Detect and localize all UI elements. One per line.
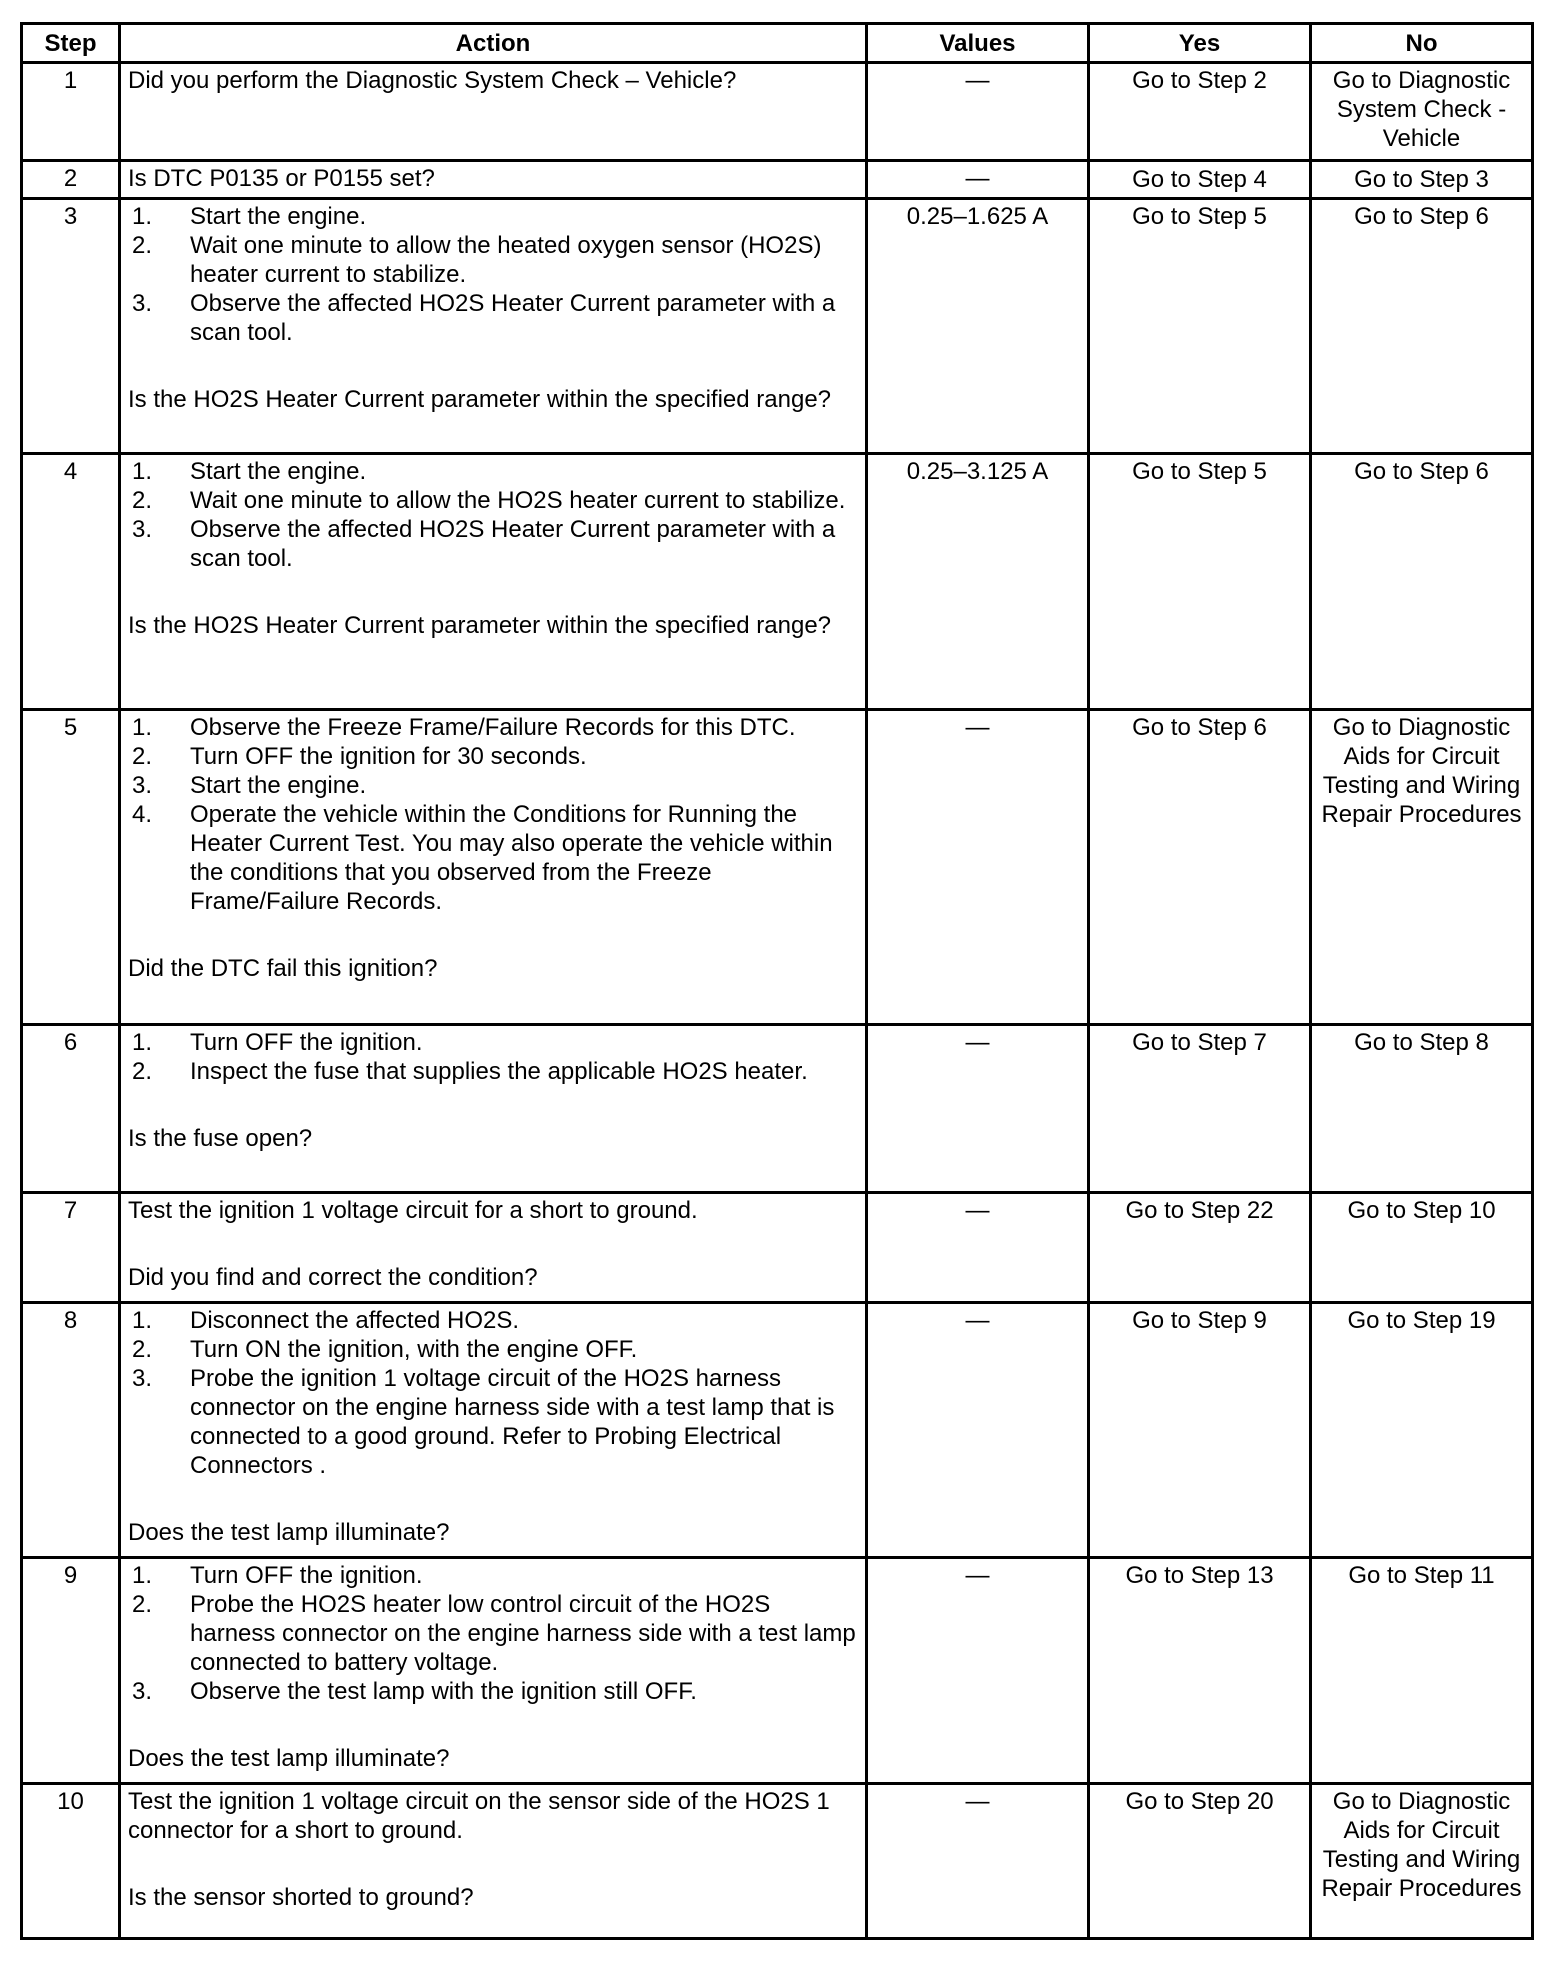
- yes-cell: Go to Step 9: [1089, 1303, 1311, 1558]
- values-cell: —: [867, 1193, 1089, 1303]
- step-number: 6: [22, 1025, 120, 1193]
- values-cell: —: [867, 1784, 1089, 1939]
- step-number: 7: [22, 1193, 120, 1303]
- yes-cell: Go to Step 6: [1089, 710, 1311, 1025]
- values-cell: —: [867, 1025, 1089, 1193]
- action-cell: [120, 1303, 867, 1558]
- action-steps: [128, 1561, 858, 1706]
- step-number: 1: [22, 63, 120, 161]
- table-row: [22, 1025, 1533, 1193]
- list-item: 2. Inspect the fuse that supplies the applicable HO2S heater.: [131, 1058, 808, 1085]
- values-cell: —: [867, 1303, 1089, 1558]
- list-item: 1. Turn OFF the ignition.: [131, 1562, 423, 1589]
- table-row: [22, 63, 1533, 161]
- no-cell: Go to Step 11: [1311, 1558, 1533, 1784]
- list-item: 4. Operate the vehicle within the Conditions for Running the Heater Current Test. You may also operate the vehicle within the conditions that you observed from the Freeze Frame/Failure Records.: [131, 801, 833, 915]
- values-cell: —: [867, 710, 1089, 1025]
- no-cell: Go to Step 19: [1311, 1303, 1533, 1558]
- action-question: Is the sensor shorted to ground?: [128, 1884, 474, 1911]
- list-item: 1. Start the engine.: [131, 458, 367, 485]
- action-steps: [128, 202, 858, 347]
- step-number: 9: [22, 1558, 120, 1784]
- table-row: [22, 710, 1533, 1025]
- yes-cell: Go to Step 4: [1089, 161, 1311, 199]
- list-item: 1. Start the engine.: [131, 203, 367, 230]
- action-steps: [128, 457, 858, 573]
- list-item: 2. Turn OFF the ignition for 30 seconds.: [131, 743, 587, 770]
- list-item: 3. Observe the affected HO2S Heater Current parameter with a scan tool.: [131, 516, 836, 572]
- yes-cell: Go to Step 7: [1089, 1025, 1311, 1193]
- action-cell: [120, 1025, 867, 1193]
- step-number: 10: [22, 1784, 120, 1939]
- step-number: 2: [22, 161, 120, 199]
- list-item: 2. Probe the HO2S heater low control circuit of the HO2S harness connector on the engine harness side with a test lamp connected to battery voltage.: [131, 1591, 856, 1676]
- action-cell: [120, 161, 867, 199]
- header-action: Action: [120, 24, 867, 63]
- list-item: 3. Observe the test lamp with the ignition still OFF.: [131, 1678, 697, 1705]
- action-cell: [120, 710, 867, 1025]
- list-item: 1. Turn OFF the ignition.: [131, 1029, 423, 1056]
- no-cell: Go to Step 8: [1311, 1025, 1533, 1193]
- list-item: 2. Wait one minute to allow the HO2S heater current to stabilize.: [131, 487, 846, 514]
- no-cell: Go to Step 10: [1311, 1193, 1533, 1303]
- action-cell: [120, 63, 867, 161]
- list-item: 1. Observe the Freeze Frame/Failure Records for this DTC.: [131, 714, 796, 741]
- action-question: Does the test lamp illuminate?: [128, 1745, 450, 1772]
- table-row: [22, 454, 1533, 710]
- yes-cell: Go to Step 5: [1089, 199, 1311, 454]
- action-question: Is DTC P0135 or P0155 set?: [128, 165, 435, 192]
- action-cell: [120, 199, 867, 454]
- list-item: 2. Wait one minute to allow the heated oxygen sensor (HO2S) heater current to stabilize.: [131, 232, 822, 288]
- action-lead: Test the ignition 1 voltage circuit for a short to ground.: [128, 1197, 698, 1224]
- header-yes: Yes: [1089, 24, 1311, 63]
- no-cell: Go to Diagnostic Aids for Circuit Testing and Wiring Repair Procedures: [1311, 710, 1533, 1025]
- header-step: Step: [22, 24, 120, 63]
- action-question: Is the HO2S Heater Current parameter within the specified range?: [128, 386, 832, 413]
- header-row: [22, 24, 1533, 63]
- action-question: Is the HO2S Heater Current parameter within the specified range?: [128, 612, 832, 639]
- yes-cell: Go to Step 22: [1089, 1193, 1311, 1303]
- action-question: Is the fuse open?: [128, 1125, 313, 1152]
- table-row: [22, 199, 1533, 454]
- table-row: [22, 1193, 1533, 1303]
- action-steps: [128, 713, 858, 916]
- action-cell: [120, 1784, 867, 1939]
- table-row: [22, 1558, 1533, 1784]
- action-cell: [120, 454, 867, 710]
- step-number: 3: [22, 199, 120, 454]
- table-row: [22, 1303, 1533, 1558]
- no-cell: Go to Diagnostic Aids for Circuit Testing and Wiring Repair Procedures: [1311, 1784, 1533, 1939]
- values-cell: —: [867, 1558, 1089, 1784]
- table-row: [22, 161, 1533, 199]
- yes-cell: Go to Step 5: [1089, 454, 1311, 710]
- step-number: 4: [22, 454, 120, 710]
- no-cell: Go to Step 3: [1311, 161, 1533, 199]
- table-row: [22, 1784, 1533, 1939]
- yes-cell: Go to Step 2: [1089, 63, 1311, 161]
- action-question: Does the test lamp illuminate?: [128, 1519, 450, 1546]
- step-number: 5: [22, 710, 120, 1025]
- action-lead: Test the ignition 1 voltage circuit on the sensor side of the HO2S 1 connector for a short to ground.: [128, 1788, 830, 1844]
- values-cell: 0.25–3.125 A: [867, 454, 1089, 710]
- action-steps: [128, 1306, 858, 1480]
- list-item: 1. Disconnect the affected HO2S.: [131, 1307, 520, 1334]
- no-cell: Go to Step 6: [1311, 199, 1533, 454]
- list-item: 2. Turn ON the ignition, with the engine OFF.: [131, 1336, 638, 1363]
- action-cell: [120, 1193, 867, 1303]
- values-cell: —: [867, 161, 1089, 199]
- values-cell: 0.25–1.625 A: [867, 199, 1089, 454]
- list-item: 3. Observe the affected HO2S Heater Current parameter with a scan tool.: [131, 290, 836, 346]
- list-item: 3. Probe the ignition 1 voltage circuit of the HO2S harness connector on the engine harness side with a test lamp that is connected to a good ground. Refer to Probing Electrical Connectors .: [131, 1365, 835, 1479]
- no-cell: Go to Diagnostic System Check - Vehicle: [1311, 63, 1533, 161]
- yes-cell: Go to Step 20: [1089, 1784, 1311, 1939]
- header-no: No: [1311, 24, 1533, 63]
- values-cell: —: [867, 63, 1089, 161]
- action-question: Did you find and correct the condition?: [128, 1264, 538, 1291]
- action-question: Did the DTC fail this ignition?: [128, 955, 438, 982]
- yes-cell: Go to Step 13: [1089, 1558, 1311, 1784]
- step-number: 8: [22, 1303, 120, 1558]
- diagnostic-table: [20, 22, 1534, 1940]
- action-steps: [128, 1028, 858, 1086]
- list-item: 3. Start the engine.: [131, 772, 367, 799]
- no-cell: Go to Step 6: [1311, 454, 1533, 710]
- action-cell: [120, 1558, 867, 1784]
- header-values: Values: [867, 24, 1089, 63]
- action-question: Did you perform the Diagnostic System Check – Vehicle?: [128, 67, 737, 94]
